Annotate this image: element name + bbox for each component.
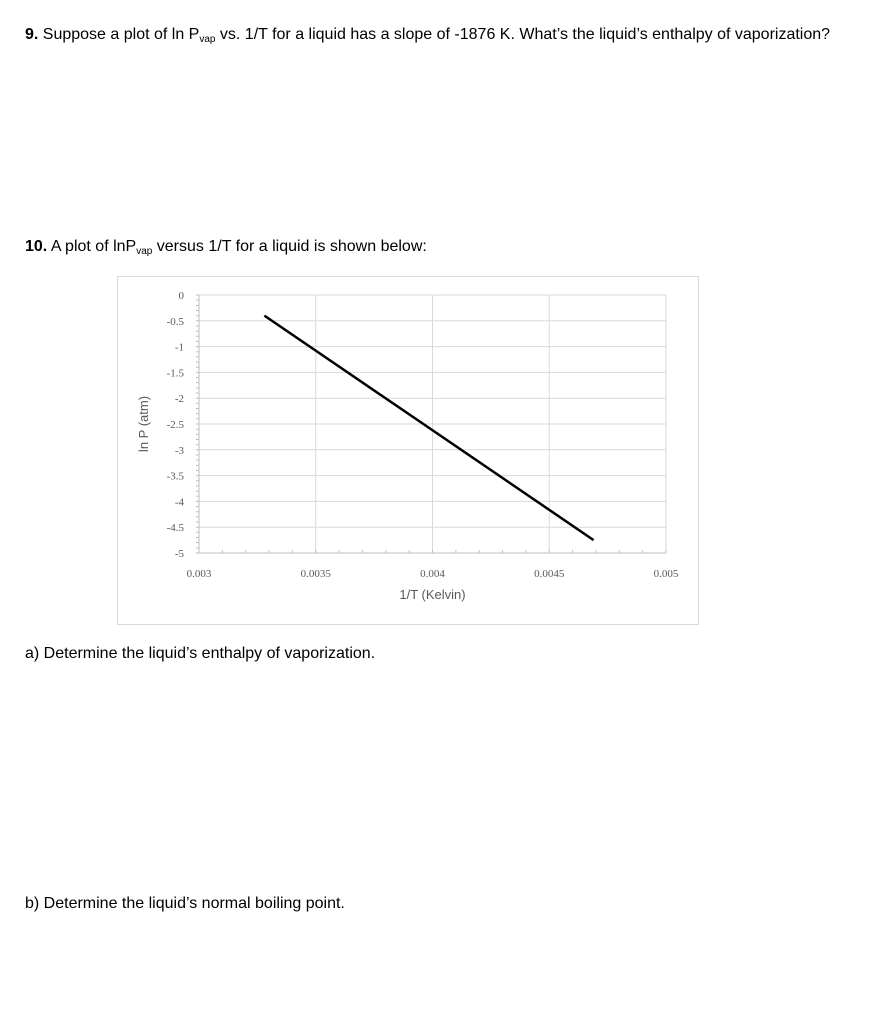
question-10-text-before: A plot of lnP bbox=[47, 238, 137, 255]
y-tick-label: -3.5 bbox=[166, 470, 184, 483]
y-tick-label: -2.5 bbox=[166, 419, 184, 431]
series-layer bbox=[264, 316, 593, 540]
chart bbox=[118, 277, 700, 626]
question-9-number: 9. bbox=[25, 26, 39, 43]
y-tick-label: -3 bbox=[174, 444, 184, 457]
y-tick-label: -5 bbox=[174, 548, 184, 560]
question-9 bbox=[25, 25, 830, 45]
x-tick-label: 0.003 bbox=[186, 568, 212, 580]
question-9-subscript: vap bbox=[199, 34, 216, 45]
y-tick-label: -0.5 bbox=[166, 315, 184, 328]
y-axis-title: ln P (atm) bbox=[136, 395, 151, 453]
question-10 bbox=[25, 237, 427, 257]
x-tick-label: 0.005 bbox=[653, 568, 679, 580]
x-axis-title: 1/T (Kelvin) bbox=[399, 587, 466, 602]
tick-labels bbox=[167, 290, 679, 580]
y-tick-label: 0 bbox=[178, 290, 184, 302]
chart-area bbox=[117, 276, 699, 625]
question-10-subscript: vap bbox=[136, 246, 153, 257]
data-line bbox=[264, 316, 593, 540]
part-b-question: b) Determine the liquid’s normal boiling point. bbox=[25, 895, 345, 912]
part-a-question: a) Determine the liquid’s enthalpy of vaporization. bbox=[25, 645, 376, 662]
y-tick-label: -1.5 bbox=[166, 367, 184, 380]
x-tick-label: 0.0045 bbox=[534, 568, 565, 580]
question-9-text-before: Suppose a plot of ln P bbox=[38, 26, 200, 43]
question-9-text-after: vs. 1/T for a liquid has a slope of -1876 K. What’s the liquid’s enthalpy of vaporization? bbox=[215, 26, 831, 43]
x-tick-label: 0.004 bbox=[420, 568, 445, 580]
question-10-text-after: versus 1/T for a liquid is shown below: bbox=[152, 238, 427, 255]
gridlines bbox=[199, 295, 666, 553]
question-10-number: 10. bbox=[25, 238, 48, 255]
y-tick-label: -1 bbox=[174, 341, 184, 354]
y-tick-label: -4 bbox=[174, 496, 184, 509]
y-tick-label: -4.5 bbox=[166, 522, 184, 535]
x-tick-label: 0.0035 bbox=[300, 568, 331, 580]
y-tick-label: -2 bbox=[174, 393, 184, 406]
